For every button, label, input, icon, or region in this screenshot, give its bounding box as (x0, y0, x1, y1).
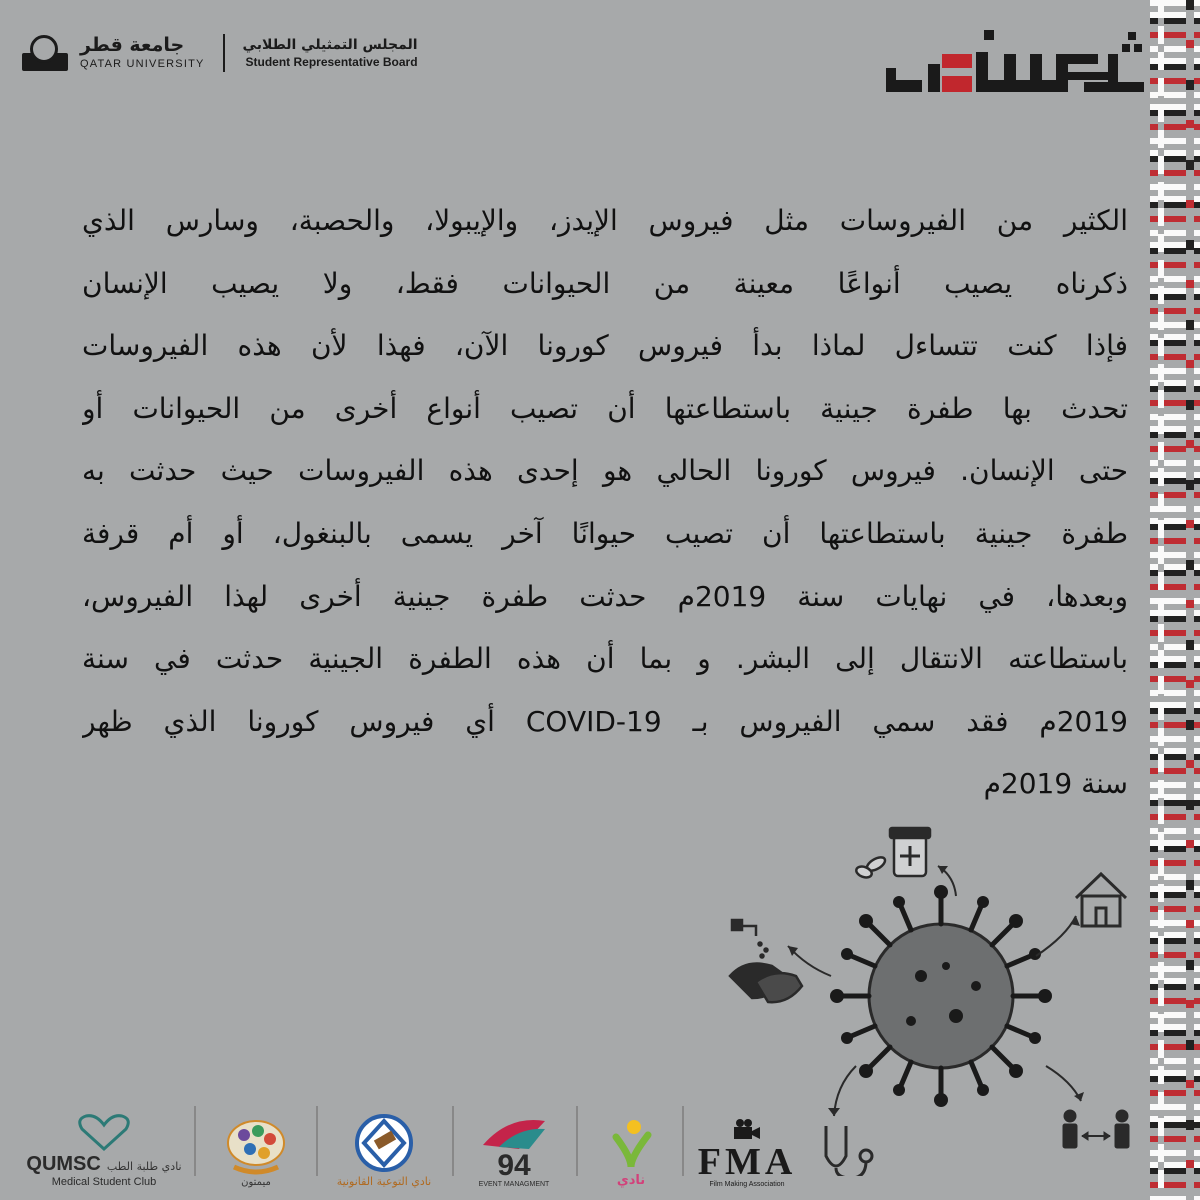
body-line-7: وبعدها، في نهايات سنة 2019م حدثت طفرة جينية أخرى لهذا الفيروس، (82, 579, 1128, 613)
nadi-name: نادي (616, 1173, 646, 1188)
house-icon (1076, 874, 1126, 926)
srb-name-ar: المجلس التمثيلي الطلابي (242, 36, 418, 53)
body-line-6: طفرة جينية باستطاعتها أن تصيب حيوانًا آخر يسمى بالبنغول، أو أم قرفة (82, 516, 1128, 550)
medicine-icon (855, 828, 930, 879)
fma-logo (682, 1092, 812, 1188)
qatar-university-emblem-icon (22, 35, 70, 71)
plant-emblem-icon (606, 1117, 656, 1173)
gavel-emblem-icon (349, 1113, 419, 1175)
body-line-10: سنة 2019م (983, 767, 1128, 801)
qu-name-ar: جامعة قطر (80, 34, 185, 56)
event-number: 94 (497, 1149, 531, 1182)
stethoscope-icon (826, 1126, 872, 1176)
fma-name: FMA (697, 1141, 797, 1183)
fma-sub: Film Making Association (709, 1181, 785, 1188)
social-distancing-icon (1063, 1110, 1129, 1148)
camera-icon (732, 1117, 762, 1143)
event-sub: EVENT MANAGMENT (478, 1181, 550, 1188)
mayun-name: ميمتون (241, 1177, 271, 1188)
qu-name-en: QATAR UNIVERSITY (80, 58, 205, 70)
body-line-5: حتى الإنسان. فيروس كورونا الحالي هو إحدى هذه الفيروسات حيث حدثت به (82, 454, 1128, 488)
law-club-name: نادي التوعية القانونية (336, 1175, 432, 1188)
decorative-border (1150, 0, 1200, 1200)
qumsc-name-ar: نادي طلبة الطب (106, 1160, 182, 1173)
qumsc-name: QUMSC (26, 1153, 101, 1175)
mayun-emblem-icon (224, 1117, 288, 1177)
law-club-logo (326, 1092, 442, 1188)
body-line-8: باستطاعته الانتقال إلى البشر. و بما أن هذه الطفرة الجينية حدثت في سنة (82, 642, 1128, 676)
event-swoosh-icon (479, 1115, 549, 1151)
body-line-4: تحدث بها طفرة جينية باستطاعتها أن تصيب أنواع أخرى من الحيوانات أو (82, 391, 1128, 425)
virus-icon (830, 885, 1052, 1107)
mayun-logo (206, 1092, 306, 1188)
hand-washing-icon (730, 920, 802, 1002)
university-header (22, 34, 418, 72)
event-management-logo (462, 1092, 566, 1188)
article-body (82, 190, 1128, 816)
body-line-1: الكثير من الفيروسات مثل فيروس الإيدز، والإيبولا، والحصبة، وسارس الذي (82, 204, 1128, 237)
body-line-3: فإذا كنت تتساءل لماذا بدأ فيروس كورونا الآن، فهذا لأن هذه الفيروسات (82, 329, 1128, 363)
header-divider (223, 34, 225, 72)
body-line-2: ذكرناه يصيب أنواعًا معينة من الحيوانات فقط، ولا يصيب الإنسان (82, 266, 1128, 300)
nadi-logo (586, 1092, 676, 1188)
srb-name-en: Student Representative Board (245, 55, 418, 70)
body-line-9: 2019م فقد سمي الفيروس بـ COVID-19 أي فيروس كورونا الذي ظهر (82, 704, 1128, 738)
sponsor-logos (16, 1092, 816, 1188)
brand-logo-icon (884, 24, 1152, 104)
heart-logo-icon (74, 1113, 134, 1153)
qumsc-name-en: Medical Student Club (51, 1176, 157, 1188)
qumsc-logo (22, 1092, 186, 1188)
